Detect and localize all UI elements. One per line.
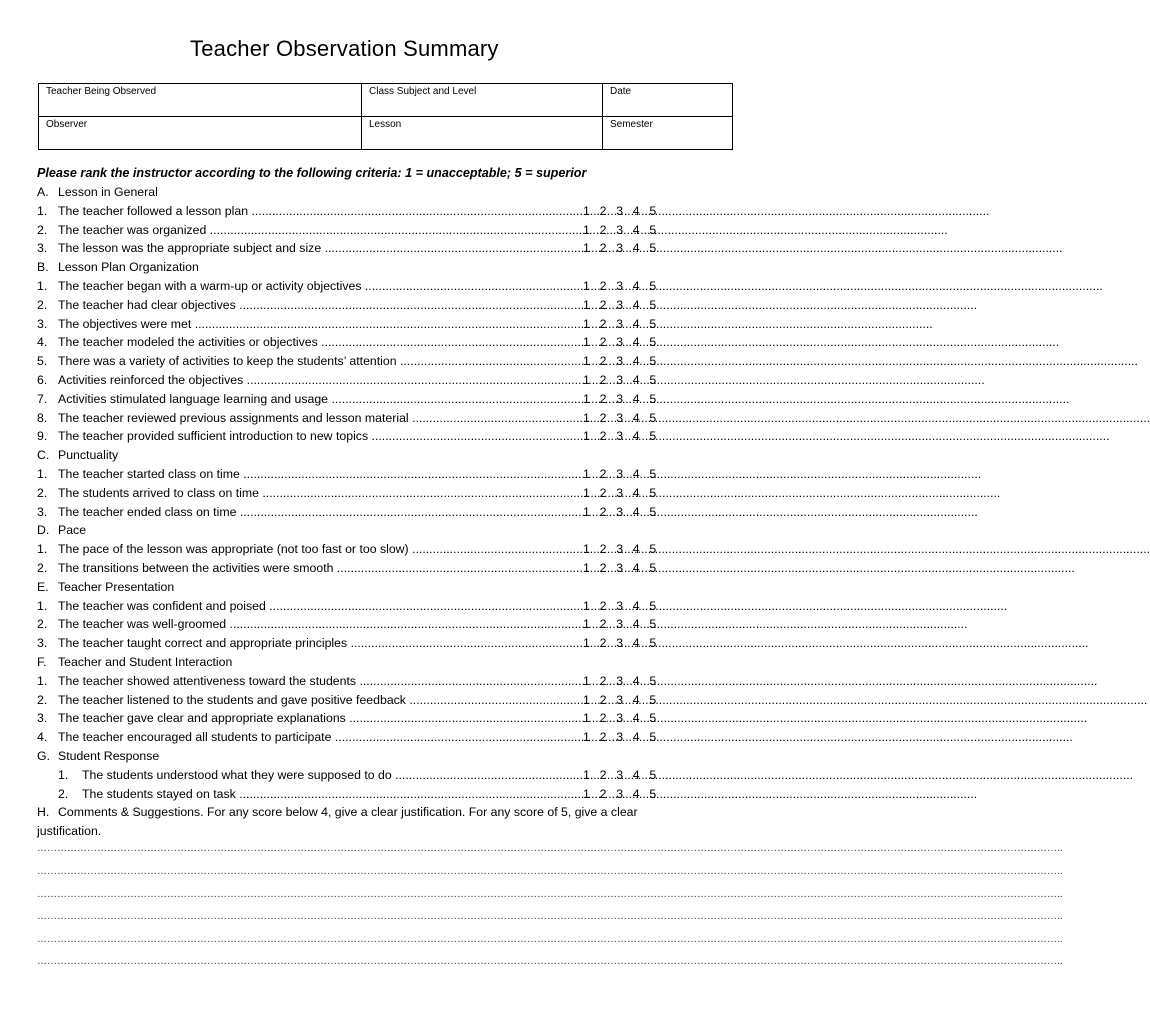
- rating-5[interactable]: 5: [649, 410, 657, 425]
- rating-4[interactable]: 4: [632, 485, 640, 500]
- criterion-row: [0, 239, 768, 258]
- criterion-number: 1.: [37, 673, 48, 688]
- section-letter: D.: [37, 523, 50, 538]
- rating-5[interactable]: 5: [649, 203, 657, 218]
- rating-2[interactable]: 2: [599, 542, 607, 557]
- rating-3[interactable]: 3: [616, 278, 624, 293]
- criterion-text: The teacher was confident and poised .....: [58, 597, 583, 616]
- comment-line[interactable]: ………………………………………………………………………………………………………………………………………………………………………………………………………………………………………………………………………………..: [37, 911, 1063, 922]
- rating-2[interactable]: 2: [599, 316, 607, 331]
- criterion-number: 4.: [37, 730, 48, 745]
- section-heading-teacher-presentation: [0, 578, 768, 597]
- rating-5[interactable]: 5: [649, 542, 657, 557]
- comment-line[interactable]: ………………………………………………………………………………………………………………………………………………………………………………………………………………………………………………………………………………..: [37, 889, 1063, 900]
- criterion-text: The teacher listened to the students and gave positive feedback .....: [58, 691, 583, 710]
- rating-1[interactable]: 1: [583, 391, 590, 406]
- rating-4[interactable]: 4: [632, 429, 640, 444]
- rating-2[interactable]: 2: [599, 786, 607, 801]
- comment-line[interactable]: ………………………………………………………………………………………………………………………………………………………………………………………………………………………………………………………………………………..: [37, 866, 1063, 877]
- rating-scale: [583, 409, 666, 428]
- observer-label: Observer: [46, 119, 88, 130]
- criterion-row: [0, 709, 768, 728]
- rating-5[interactable]: 5: [649, 278, 657, 293]
- criterion-row: [0, 672, 768, 691]
- criterion-text: The teacher showed attentiveness toward the students .....: [58, 672, 583, 691]
- criterion-text: The students stayed on task .....: [82, 785, 583, 804]
- criterion-text: The students understood what they were supposed to do .....: [82, 766, 583, 785]
- rating-3[interactable]: 3: [616, 767, 624, 782]
- rating-1[interactable]: 1: [583, 617, 590, 632]
- criterion-number: 1.: [37, 203, 48, 218]
- section-letter: C.: [37, 448, 50, 463]
- rating-1[interactable]: 1: [583, 711, 590, 726]
- section-letter: B.: [37, 260, 49, 275]
- criterion-text: The teacher started class on time .....: [58, 465, 583, 484]
- rating-1[interactable]: 1: [583, 278, 590, 293]
- rating-scale: [583, 221, 666, 240]
- rating-4[interactable]: 4: [632, 560, 640, 575]
- rating-4[interactable]: 4: [632, 636, 640, 651]
- rating-2[interactable]: 2: [599, 241, 607, 256]
- rating-5[interactable]: 5: [649, 560, 657, 575]
- teacher-being-observed-label: Teacher Being Observed: [46, 86, 157, 97]
- rating-3[interactable]: 3: [616, 335, 624, 350]
- rating-4[interactable]: 4: [632, 617, 640, 632]
- section-heading-lesson-plan-organization: [0, 258, 768, 277]
- criterion-text: Activities reinforced the objectives .....: [58, 371, 583, 390]
- section-letter: F.: [37, 654, 47, 669]
- rating-5[interactable]: 5: [649, 673, 657, 688]
- rating-3[interactable]: 3: [616, 485, 624, 500]
- criterion-text: The teacher began with a warm-up or activity objectives .....: [58, 277, 583, 296]
- rating-3[interactable]: 3: [616, 617, 624, 632]
- section-title: Lesson Plan Organization: [58, 260, 199, 275]
- rating-3[interactable]: 3: [616, 222, 624, 237]
- criterion-text: Activities stimulated language learning and usage .....: [58, 390, 583, 409]
- criterion-number: 2.: [37, 485, 48, 500]
- rating-1[interactable]: 1: [583, 692, 590, 707]
- comment-line[interactable]: ………………………………………………………………………………………………………………………………………………………………………………………………………………………………………………………………………………..: [37, 956, 1063, 967]
- rating-4[interactable]: 4: [632, 222, 640, 237]
- rating-4[interactable]: 4: [632, 711, 640, 726]
- page-title: Teacher Observation Summary: [190, 36, 499, 61]
- rating-scale: [583, 597, 666, 616]
- criterion-row: [0, 390, 768, 409]
- rating-scale: [583, 709, 666, 728]
- rating-2[interactable]: 2: [599, 466, 607, 481]
- criterion-text: The teacher modeled the activities or objectives .....: [58, 333, 583, 352]
- rating-2[interactable]: 2: [599, 560, 607, 575]
- teacher-being-observed-field[interactable]: [39, 84, 362, 117]
- rating-3[interactable]: 3: [616, 410, 624, 425]
- ranking-instructions: Please rank the instructor according to the following criteria: 1 = unacceptable; 5 = superior: [37, 166, 587, 180]
- criterion-number: 2.: [37, 617, 48, 632]
- rating-scale: [583, 484, 666, 503]
- rating-scale: [583, 634, 666, 653]
- section-letter: A.: [37, 185, 49, 199]
- rating-scale: [583, 503, 666, 522]
- rating-4[interactable]: 4: [632, 730, 640, 745]
- criterion-row: [0, 503, 768, 522]
- section-title: Pace: [58, 523, 87, 538]
- criterion-text: The teacher provided sufficient introduction to new topics .....: [58, 427, 583, 446]
- criterion-text: The teacher was organized .....: [58, 221, 583, 240]
- section-title: Teacher Presentation: [58, 579, 175, 594]
- rating-1[interactable]: 1: [583, 241, 590, 256]
- rating-1[interactable]: 1: [583, 222, 590, 237]
- criterion-row: [0, 277, 768, 296]
- criterion-row: [0, 427, 768, 446]
- rating-scale: [583, 352, 666, 371]
- section-heading-student-response: [0, 747, 768, 766]
- class-subject-field[interactable]: [362, 84, 603, 117]
- rating-1[interactable]: 1: [583, 410, 590, 425]
- criterion-number: 5.: [37, 354, 48, 369]
- rating-scale: [583, 615, 666, 634]
- rating-2[interactable]: 2: [599, 354, 607, 369]
- rating-4[interactable]: 4: [632, 692, 640, 707]
- section-heading-punctuality: [0, 446, 768, 465]
- rating-scale: [583, 296, 666, 315]
- rating-3[interactable]: 3: [616, 241, 624, 256]
- criterion-number: 2.: [37, 222, 48, 237]
- rating-2[interactable]: 2: [599, 372, 607, 387]
- criterion-text: The teacher gave clear and appropriate explanations .....: [58, 709, 583, 728]
- criterion-row: [0, 785, 768, 804]
- rating-scale: [583, 465, 666, 484]
- rating-3[interactable]: 3: [616, 673, 624, 688]
- criterion-row: [0, 728, 768, 747]
- date-field[interactable]: [603, 84, 733, 117]
- rating-1[interactable]: 1: [583, 730, 590, 745]
- rating-scale: [583, 390, 666, 409]
- rating-4[interactable]: 4: [632, 335, 640, 350]
- rating-4[interactable]: 4: [632, 297, 640, 312]
- criterion-text: The transitions between the activities were smooth .....: [58, 559, 583, 578]
- comment-line[interactable]: ………………………………………………………………………………………………………………………………………………………………………………………………………………………………………………………………………………..: [37, 934, 1063, 945]
- criterion-text: The teacher taught correct and appropriate principles .....: [58, 634, 583, 653]
- rating-4[interactable]: 4: [632, 372, 640, 387]
- observation-info-table: [38, 83, 733, 150]
- rating-2[interactable]: 2: [599, 429, 607, 444]
- section-letter: H.: [37, 805, 50, 819]
- section-heading-teacher-student-interaction: [0, 653, 768, 672]
- criterion-row: [0, 540, 768, 559]
- rating-4[interactable]: 4: [632, 598, 640, 613]
- rating-3[interactable]: 3: [616, 692, 624, 707]
- rating-scale: [583, 371, 666, 390]
- criterion-row: [0, 352, 768, 371]
- criterion-number: 6.: [37, 372, 48, 387]
- rating-2[interactable]: 2: [599, 730, 607, 745]
- rating-3[interactable]: 3: [616, 372, 624, 387]
- rating-2[interactable]: 2: [599, 297, 607, 312]
- rating-5[interactable]: 5: [649, 767, 657, 782]
- criterion-number: 1.: [37, 542, 48, 557]
- criterion-text: The lesson was the appropriate subject and size .....: [58, 239, 583, 258]
- rating-scale: [583, 785, 666, 804]
- rating-2[interactable]: 2: [599, 636, 607, 651]
- rating-scale: [583, 728, 666, 747]
- rating-3[interactable]: 3: [616, 730, 624, 745]
- rating-3[interactable]: 3: [616, 560, 624, 575]
- criterion-row: [0, 296, 768, 315]
- rating-2[interactable]: 2: [599, 391, 607, 406]
- rating-4[interactable]: 4: [632, 241, 640, 256]
- comment-line[interactable]: ………………………………………………………………………………………………………………………………………………………………………………………………………………………………………………………………………………..: [37, 843, 1063, 854]
- comments-section: [37, 803, 677, 841]
- comments-instructions: Comments & Suggestions. For any score below 4, give a clear justification. For any score of 5, give a clear justification.: [37, 805, 638, 838]
- rating-3[interactable]: 3: [616, 636, 624, 651]
- criterion-row: [0, 465, 768, 484]
- criterion-row: [0, 691, 768, 710]
- rating-5[interactable]: 5: [649, 466, 657, 481]
- criterion-row: [0, 315, 768, 334]
- rating-1[interactable]: 1: [583, 542, 590, 557]
- rating-5[interactable]: 5: [649, 372, 657, 387]
- rating-5[interactable]: 5: [649, 354, 657, 369]
- section-letter: G.: [37, 748, 50, 763]
- criterion-text: The teacher followed a lesson plan .....: [58, 202, 583, 221]
- criterion-text: The teacher ended class on time .....: [58, 503, 583, 522]
- rating-4[interactable]: 4: [632, 391, 640, 406]
- rating-scale: [583, 766, 666, 785]
- rating-2[interactable]: 2: [599, 335, 607, 350]
- rating-3[interactable]: 3: [616, 786, 624, 801]
- rating-4[interactable]: 4: [632, 316, 640, 331]
- criterion-text: The teacher was well-groomed .....: [58, 615, 583, 634]
- criterion-number: 1.: [37, 598, 48, 613]
- rating-5[interactable]: 5: [649, 692, 657, 707]
- rating-5[interactable]: 5: [649, 485, 657, 500]
- rating-1[interactable]: 1: [583, 297, 590, 312]
- criterion-number: 3.: [37, 316, 48, 331]
- criterion-number: 3.: [37, 636, 48, 651]
- observer-field[interactable]: [39, 117, 362, 150]
- criterion-number: 1.: [58, 767, 69, 782]
- section-title: Punctuality: [58, 448, 119, 463]
- criterion-number: 1.: [37, 466, 48, 481]
- rating-5[interactable]: 5: [649, 391, 657, 406]
- criterion-row: [0, 333, 768, 352]
- criterion-row: [0, 371, 768, 390]
- rating-scale: [583, 672, 666, 691]
- rating-4[interactable]: 4: [632, 466, 640, 481]
- rating-4[interactable]: 4: [632, 673, 640, 688]
- rating-scale: [583, 691, 666, 710]
- rating-3[interactable]: 3: [616, 598, 624, 613]
- section-title: Teacher and Student Interaction: [58, 654, 233, 669]
- rating-1[interactable]: 1: [583, 504, 590, 519]
- criterion-text: The pace of the lesson was appropriate (not too fast or too slow) .....: [58, 540, 583, 559]
- criterion-row: [0, 634, 768, 653]
- rating-scale: [583, 277, 666, 296]
- criterion-row: [0, 484, 768, 503]
- rating-3[interactable]: 3: [616, 297, 624, 312]
- criterion-row: [0, 202, 768, 221]
- rating-3[interactable]: 3: [616, 542, 624, 557]
- criterion-text: The teacher encouraged all students to participate .....: [58, 728, 583, 747]
- rating-1[interactable]: 1: [583, 560, 590, 575]
- rating-2[interactable]: 2: [599, 222, 607, 237]
- criterion-number: 3.: [37, 711, 48, 726]
- rating-1[interactable]: 1: [583, 429, 590, 444]
- criterion-row: [0, 615, 768, 634]
- rating-5[interactable]: 5: [649, 429, 657, 444]
- criterion-row: [0, 766, 768, 785]
- rating-4[interactable]: 4: [632, 410, 640, 425]
- criterion-row: [0, 597, 768, 616]
- rating-5[interactable]: 5: [649, 241, 657, 256]
- rating-5[interactable]: 5: [649, 297, 657, 312]
- rating-2[interactable]: 2: [599, 278, 607, 293]
- criterion-number: 2.: [37, 692, 48, 707]
- criterion-number: 8.: [37, 410, 48, 425]
- rating-3[interactable]: 3: [616, 711, 624, 726]
- rating-4[interactable]: 4: [632, 786, 640, 801]
- rating-2[interactable]: 2: [599, 617, 607, 632]
- semester-field[interactable]: [603, 117, 733, 150]
- rating-5[interactable]: 5: [649, 636, 657, 651]
- criterion-row: [0, 559, 768, 578]
- criterion-number: 2.: [37, 297, 48, 312]
- rating-1[interactable]: 1: [583, 673, 590, 688]
- criterion-text: There was a variety of activities to keep the students’ attention .....: [58, 352, 583, 371]
- rating-scale: [583, 202, 666, 221]
- rating-2[interactable]: 2: [599, 767, 607, 782]
- rating-5[interactable]: 5: [649, 316, 657, 331]
- criterion-number: 7.: [37, 391, 48, 406]
- rating-5[interactable]: 5: [649, 598, 657, 613]
- lesson-label: Lesson: [369, 119, 402, 130]
- criterion-row: [0, 221, 768, 240]
- rating-5[interactable]: 5: [649, 504, 657, 519]
- criterion-number: 4.: [37, 335, 48, 350]
- rating-2[interactable]: 2: [599, 504, 607, 519]
- rating-4[interactable]: 4: [632, 542, 640, 557]
- rating-1[interactable]: 1: [583, 767, 590, 782]
- rating-1[interactable]: 1: [583, 485, 590, 500]
- rating-1[interactable]: 1: [583, 636, 590, 651]
- rating-1[interactable]: 1: [583, 203, 590, 218]
- rating-scale: [583, 540, 666, 559]
- rating-5[interactable]: 5: [649, 786, 657, 801]
- criterion-number: 2.: [58, 786, 69, 801]
- criterion-text: The students arrived to class on time .....: [58, 484, 583, 503]
- section-heading-lesson-in-general: [0, 183, 768, 202]
- rating-1[interactable]: 1: [583, 786, 590, 801]
- rating-3[interactable]: 3: [616, 429, 624, 444]
- rating-2[interactable]: 2: [599, 692, 607, 707]
- rating-1[interactable]: 1: [583, 335, 590, 350]
- lesson-field[interactable]: [362, 117, 603, 150]
- rating-5[interactable]: 5: [649, 711, 657, 726]
- criterion-number: 1.: [37, 278, 48, 293]
- rating-4[interactable]: 4: [632, 504, 640, 519]
- criterion-number: 2.: [37, 560, 48, 575]
- rating-3[interactable]: 3: [616, 316, 624, 331]
- rating-1[interactable]: 1: [583, 316, 590, 331]
- rating-scale: [583, 239, 666, 258]
- rating-scale: [583, 559, 666, 578]
- rating-5[interactable]: 5: [649, 617, 657, 632]
- rating-4[interactable]: 4: [632, 767, 640, 782]
- rating-1[interactable]: 1: [583, 354, 590, 369]
- rating-3[interactable]: 3: [616, 354, 624, 369]
- rating-3[interactable]: 3: [616, 466, 624, 481]
- rating-2[interactable]: 2: [599, 598, 607, 613]
- rating-4[interactable]: 4: [632, 203, 640, 218]
- rating-3[interactable]: 3: [616, 203, 624, 218]
- rating-2[interactable]: 2: [599, 410, 607, 425]
- class-subject-label: Class Subject and Level: [369, 86, 477, 97]
- rating-4[interactable]: 4: [632, 278, 640, 293]
- rating-4[interactable]: 4: [632, 354, 640, 369]
- rating-2[interactable]: 2: [599, 203, 607, 218]
- criteria-list: [0, 183, 768, 803]
- rating-5[interactable]: 5: [649, 222, 657, 237]
- criterion-number: 3.: [37, 504, 48, 519]
- rating-2[interactable]: 2: [599, 711, 607, 726]
- criterion-number: 3.: [37, 241, 48, 256]
- rating-1[interactable]: 1: [583, 372, 590, 387]
- section-heading-pace: [0, 521, 768, 540]
- rating-1[interactable]: 1: [583, 598, 590, 613]
- criterion-row: [0, 409, 768, 428]
- rating-2[interactable]: 2: [599, 673, 607, 688]
- section-letter: E.: [37, 579, 49, 594]
- date-label: Date: [610, 86, 632, 97]
- rating-scale: [583, 427, 666, 446]
- section-title: Student Response: [58, 748, 160, 763]
- criterion-number: 9.: [37, 429, 48, 444]
- rating-scale: [583, 315, 666, 334]
- rating-3[interactable]: 3: [616, 391, 624, 406]
- rating-5[interactable]: 5: [649, 335, 657, 350]
- criterion-text: The objectives were met .....: [58, 315, 583, 334]
- criterion-text: The teacher had clear objectives .....: [58, 296, 583, 315]
- criterion-text: The teacher reviewed previous assignments and lesson material .....: [58, 409, 583, 428]
- rating-scale: [583, 333, 666, 352]
- rating-3[interactable]: 3: [616, 504, 624, 519]
- rating-2[interactable]: 2: [599, 485, 607, 500]
- rating-5[interactable]: 5: [649, 730, 657, 745]
- rating-1[interactable]: 1: [583, 466, 590, 481]
- section-title: Lesson in General: [58, 185, 158, 199]
- semester-label: Semester: [610, 119, 653, 130]
